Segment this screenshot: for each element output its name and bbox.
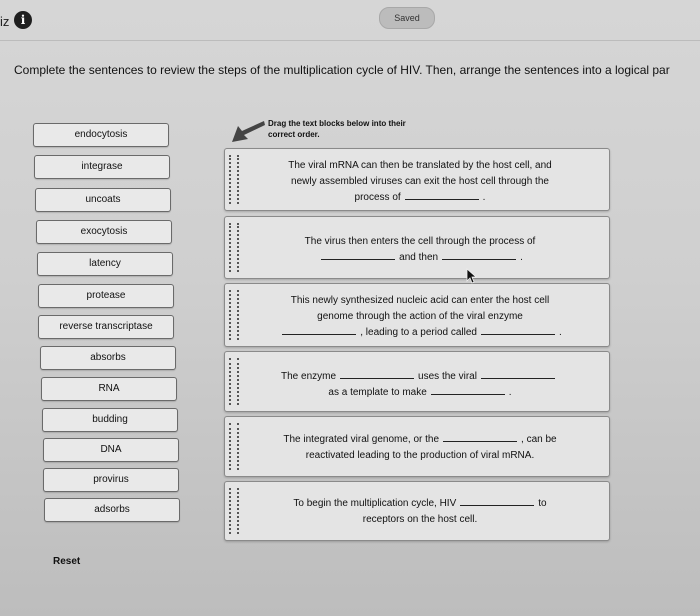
word-block-protease[interactable]: protease [38, 284, 174, 308]
word-block-dna[interactable]: DNA [43, 438, 179, 462]
sentence-line: reactivated leading to the production of viral mRNA. [305, 450, 535, 461]
sentence-line: The virus then enters the cell through the process of [304, 236, 536, 247]
blank-drop-zone[interactable] [481, 378, 555, 379]
word-block-endocytosis[interactable]: endocytosis [33, 123, 169, 147]
drag-handle-icon[interactable] [229, 358, 239, 405]
blank-drop-zone[interactable] [321, 259, 395, 260]
top-bar [0, 0, 700, 41]
blank-drop-zone[interactable] [340, 378, 414, 379]
arrow-left-icon [230, 116, 266, 144]
word-block-rna[interactable]: RNA [41, 377, 177, 401]
blank-drop-zone[interactable] [442, 259, 516, 260]
word-block-latency[interactable]: latency [37, 252, 173, 276]
sentence-card-1[interactable] [224, 148, 610, 211]
word-block-budding[interactable]: budding [42, 408, 178, 432]
sentence-fragment: , leading to a period called [360, 327, 477, 338]
info-icon[interactable]: i [14, 11, 32, 29]
sentence-line [241, 325, 599, 341]
reset-button[interactable]: Reset [53, 556, 81, 567]
blank-drop-zone[interactable] [431, 394, 505, 395]
sentence-line: genome through the action of the viral enzyme [317, 311, 523, 322]
drag-handle-icon[interactable] [229, 290, 239, 340]
blank-drop-zone[interactable] [460, 505, 534, 506]
sentence-fragment: . [482, 192, 486, 203]
sentence-fragment: as a template to make [328, 387, 427, 398]
sentence-line: This newly synthesized nucleic acid can enter the host cell [290, 295, 550, 306]
drag-handle-icon[interactable] [229, 423, 239, 470]
sentence-line [241, 432, 599, 448]
sentence-fragment: To begin the multiplication cycle, HIV [293, 498, 457, 509]
word-block-provirus[interactable]: provirus [43, 468, 179, 492]
blank-drop-zone[interactable] [405, 199, 479, 200]
blank-drop-zone[interactable] [481, 334, 555, 335]
word-block-adsorbs[interactable]: adsorbs [44, 498, 180, 522]
sentence-card-4[interactable] [224, 351, 610, 412]
drag-hint-line-2: correct order. [268, 130, 320, 139]
sentence-fragment: The integrated viral genome, or the [283, 434, 440, 445]
sentence-text [241, 432, 599, 464]
sentence-fragment: process of [354, 192, 401, 203]
sentence-card-6[interactable] [224, 481, 610, 541]
word-block-reverse-transcriptase[interactable]: reverse transcriptase [38, 315, 174, 339]
drag-hint-line-1: Drag the text blocks below into their [268, 119, 406, 128]
sentence-fragment: , can be [521, 434, 557, 445]
sentence-card-2[interactable] [224, 216, 610, 279]
sentence-card-5[interactable] [224, 416, 610, 477]
sentence-line [241, 369, 599, 385]
sentence-text [241, 496, 599, 528]
drag-handle-icon[interactable] [229, 223, 239, 272]
mouse-cursor-icon [466, 268, 478, 284]
word-block-exocytosis[interactable]: exocytosis [36, 220, 172, 244]
blank-drop-zone[interactable] [443, 441, 517, 442]
sentence-fragment: The enzyme [281, 371, 337, 382]
sentence-line [241, 385, 599, 401]
sentence-fragment: . [558, 327, 562, 338]
word-block-integrase[interactable]: integrase [34, 155, 170, 179]
sentence-text [241, 234, 599, 266]
quiz-title: iz [0, 14, 10, 29]
word-block-absorbs[interactable]: absorbs [40, 346, 176, 370]
word-block-uncoats[interactable]: uncoats [35, 188, 171, 212]
sentence-line: The viral mRNA can then be translated by the host cell, and [288, 160, 552, 171]
drag-handle-icon[interactable] [229, 488, 239, 534]
sentence-text [241, 293, 599, 341]
sentence-fragment: . [520, 252, 523, 263]
sentence-fragment: to [538, 498, 547, 509]
blank-drop-zone[interactable] [282, 334, 356, 335]
sentence-fragment: . [508, 387, 512, 398]
sentence-line [241, 496, 599, 512]
sentence-fragment: and then [399, 252, 439, 263]
sentence-line: receptors on the host cell. [362, 514, 478, 525]
drag-hint [268, 118, 406, 140]
sentence-line [241, 190, 599, 206]
instructions-text: Complete the sentences to review the steps of the multiplication cycle of HIV. Then, arrange the sentences into a logical par [14, 63, 670, 77]
sentence-line: newly assembled viruses can exit the host cell through the [291, 176, 549, 187]
saved-status-badge: Saved [379, 7, 435, 29]
sentence-card-3[interactable] [224, 283, 610, 347]
drag-handle-icon[interactable] [229, 155, 239, 204]
sentence-text [241, 369, 599, 401]
sentence-line [241, 250, 599, 266]
sentence-fragment: uses the viral [418, 371, 477, 382]
sentence-text [241, 158, 599, 206]
